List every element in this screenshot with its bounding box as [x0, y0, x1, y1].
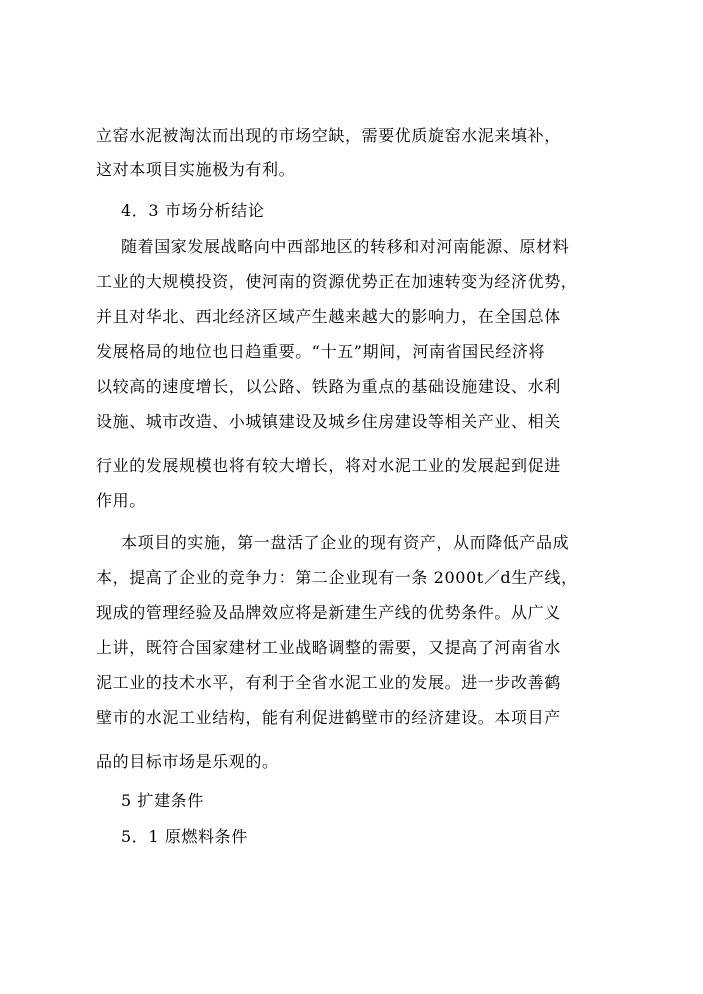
paragraph-line: 并且对华北、西北经济区域产生越来越大的影响力，在全国总体: [96, 307, 561, 326]
paragraph-line: 这对本项目实施极为有利。: [96, 160, 296, 179]
paragraph-line: 上讲，既符合国家建材工业战略调整的需要，又提高了河南省水: [96, 638, 561, 657]
paragraph-line: 本，提高了企业的竞争力：第二企业现有一条 2000t／d生产线，: [96, 568, 578, 587]
section-heading-5: 5 扩建条件: [121, 791, 204, 810]
paragraph-line: 壁市的水泥工业结构，能有利促进鹤壁市的经济建设。本项目产: [96, 708, 561, 727]
paragraph-line: 以较高的速度增长，以公路、铁路为重点的基础设施建设、水利: [96, 377, 561, 396]
section-heading-5-1: 5．1 原燃料条件: [121, 827, 248, 846]
paragraph-line: 立窑水泥被淘汰而出现的市场空缺，需要优质旋窑水泥来填补，: [96, 126, 561, 145]
paragraph-line: 随着国家发展战略向中西部地区的转移和对河南能源、原材料: [121, 237, 570, 256]
section-heading-4-3: 4．3 市场分析结论: [121, 201, 265, 220]
paragraph-line: 现成的管理经验及品牌效应将是新建生产线的优势条件。从广义: [96, 603, 561, 622]
paragraph-line: 发展格局的地位也日趋重要。“十五”期间，河南省国民经济将: [96, 342, 546, 361]
paragraph-line: 作用。: [96, 491, 146, 510]
paragraph-line: 设施、城市改造、小城镇建设及城乡住房建设等相关产业、相关: [96, 412, 561, 431]
paragraph-line: 行业的发展规模也将有较大增长，将对水泥工业的发展起到促进: [96, 456, 561, 475]
paragraph-line: 工业的大规模投资，使河南的资源优势正在加速转变为经济优势，: [96, 272, 578, 291]
paragraph-line: 本项目的实施，第一盘活了企业的现有资产，从而降低产品成: [121, 533, 570, 552]
paragraph-line: 品的目标市场是乐观的。: [96, 752, 279, 771]
paragraph-line: 泥工业的技术水平，有利于全省水泥工业的发展。进一步改善鹤: [96, 673, 561, 692]
